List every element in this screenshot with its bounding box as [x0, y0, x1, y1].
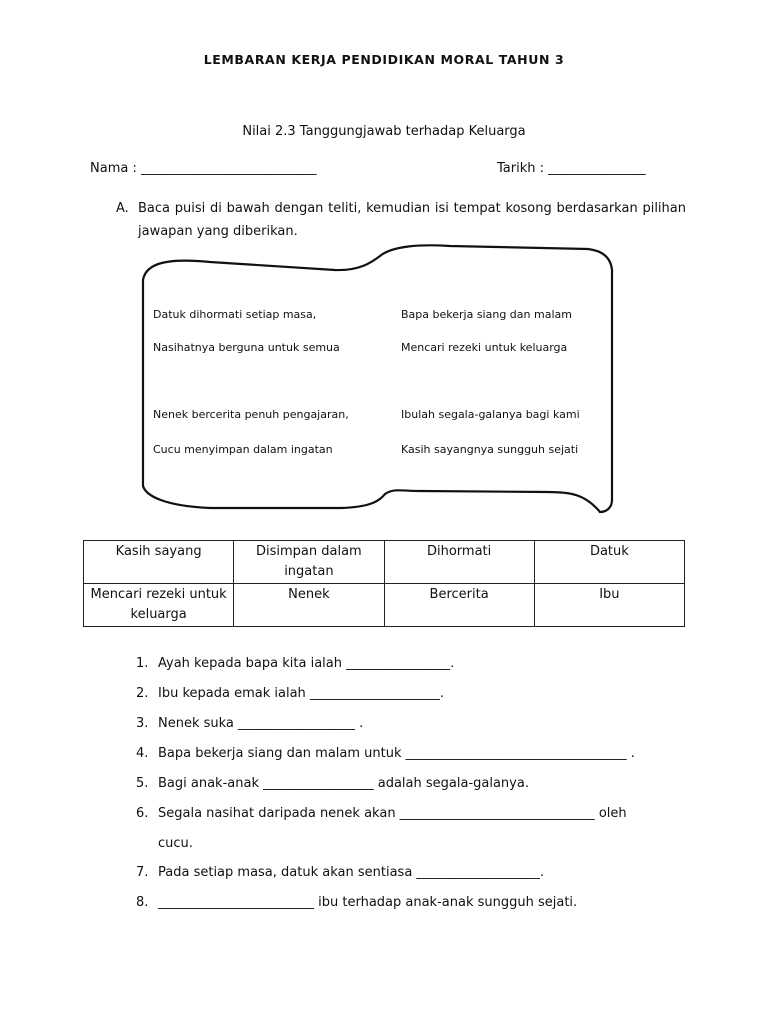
poem-line-left-1: Datuk dihormati setiap masa,: [153, 308, 317, 321]
date-field: Tarikh : _______________: [497, 161, 646, 176]
question-text: Ibu kepada emak ialah ____________________.: [158, 686, 445, 701]
question-text: cucu.: [158, 836, 193, 851]
question-text: Bagi anak-anak _________________ adalah segala-galanya.: [158, 776, 529, 791]
question-number: 3.: [136, 716, 149, 731]
table-row: [84, 541, 685, 584]
question-4: [136, 746, 635, 761]
poem-line-left-4: Cucu menyimpan dalam ingatan: [153, 443, 333, 456]
question-number: 8.: [136, 895, 149, 910]
instruction-text: Baca puisi di bawah dengan teliti, kemudian isi tempat kosong berdasarkan pilihan jawapan yang diberikan.: [138, 201, 686, 239]
choice-cell: Datuk: [534, 541, 684, 584]
question-7: [136, 865, 544, 880]
question-text: Pada setiap masa, datuk akan sentiasa ___________________.: [158, 865, 545, 880]
question-6-continued: [136, 836, 193, 851]
poem-line-left-2: Nasihatnya berguna untuk semua: [153, 341, 340, 354]
question-5: [136, 776, 529, 791]
choice-cell: Nenek: [234, 584, 384, 627]
question-number: 7.: [136, 865, 149, 880]
question-number: 5.: [136, 776, 149, 791]
question-text: Nenek suka __________________ .: [158, 716, 364, 731]
question-text: Segala nasihat daripada nenek akan ______________________________ oleh: [158, 806, 627, 821]
answer-choices-table: [83, 540, 685, 627]
name-field: Nama : ___________________________: [90, 161, 317, 176]
question-2: [136, 686, 444, 701]
worksheet-subtitle: Nilai 2.3 Tanggungjawab terhadap Keluarga: [242, 124, 526, 139]
question-8: [136, 895, 577, 910]
poem-line-right-3: Ibulah segala-galanya bagi kami: [401, 408, 580, 421]
poem-line-left-3: Nenek bercerita penuh pengajaran,: [153, 408, 349, 421]
poem-line-right-4: Kasih sayangnya sungguh sejati: [401, 443, 579, 456]
choice-cell: Dihormati: [384, 541, 534, 584]
question-number: 6.: [136, 806, 149, 821]
question-text: Bapa bekerja siang dan malam untuk __________________________________ .: [158, 746, 635, 761]
choice-cell: Bercerita: [384, 584, 534, 627]
section-letter: A.: [116, 201, 129, 216]
table-row: [84, 584, 685, 627]
choice-cell: Disimpan dalam ingatan: [234, 541, 384, 584]
question-6: [136, 806, 627, 821]
choice-cell: Mencari rezeki untuk keluarga: [84, 584, 234, 627]
question-number: 2.: [136, 686, 149, 701]
worksheet-title: LEMBARAN KERJA PENDIDIKAN MORAL TAHUN 3: [203, 52, 565, 67]
question-number: 4.: [136, 746, 149, 761]
choice-cell: Kasih sayang: [84, 541, 234, 584]
question-1: [136, 656, 454, 671]
choice-cell: Ibu: [534, 584, 684, 627]
question-text: Ayah kepada bapa kita ialah ________________.: [158, 656, 455, 671]
question-3: [136, 716, 363, 731]
poem-line-right-2: Mencari rezeki untuk keluarga: [401, 341, 568, 354]
question-text: ________________________ ibu terhadap anak-anak sungguh sejati.: [158, 895, 578, 910]
question-number: 1.: [136, 656, 149, 671]
poem-line-right-1: Bapa bekerja siang dan malam: [401, 308, 572, 321]
